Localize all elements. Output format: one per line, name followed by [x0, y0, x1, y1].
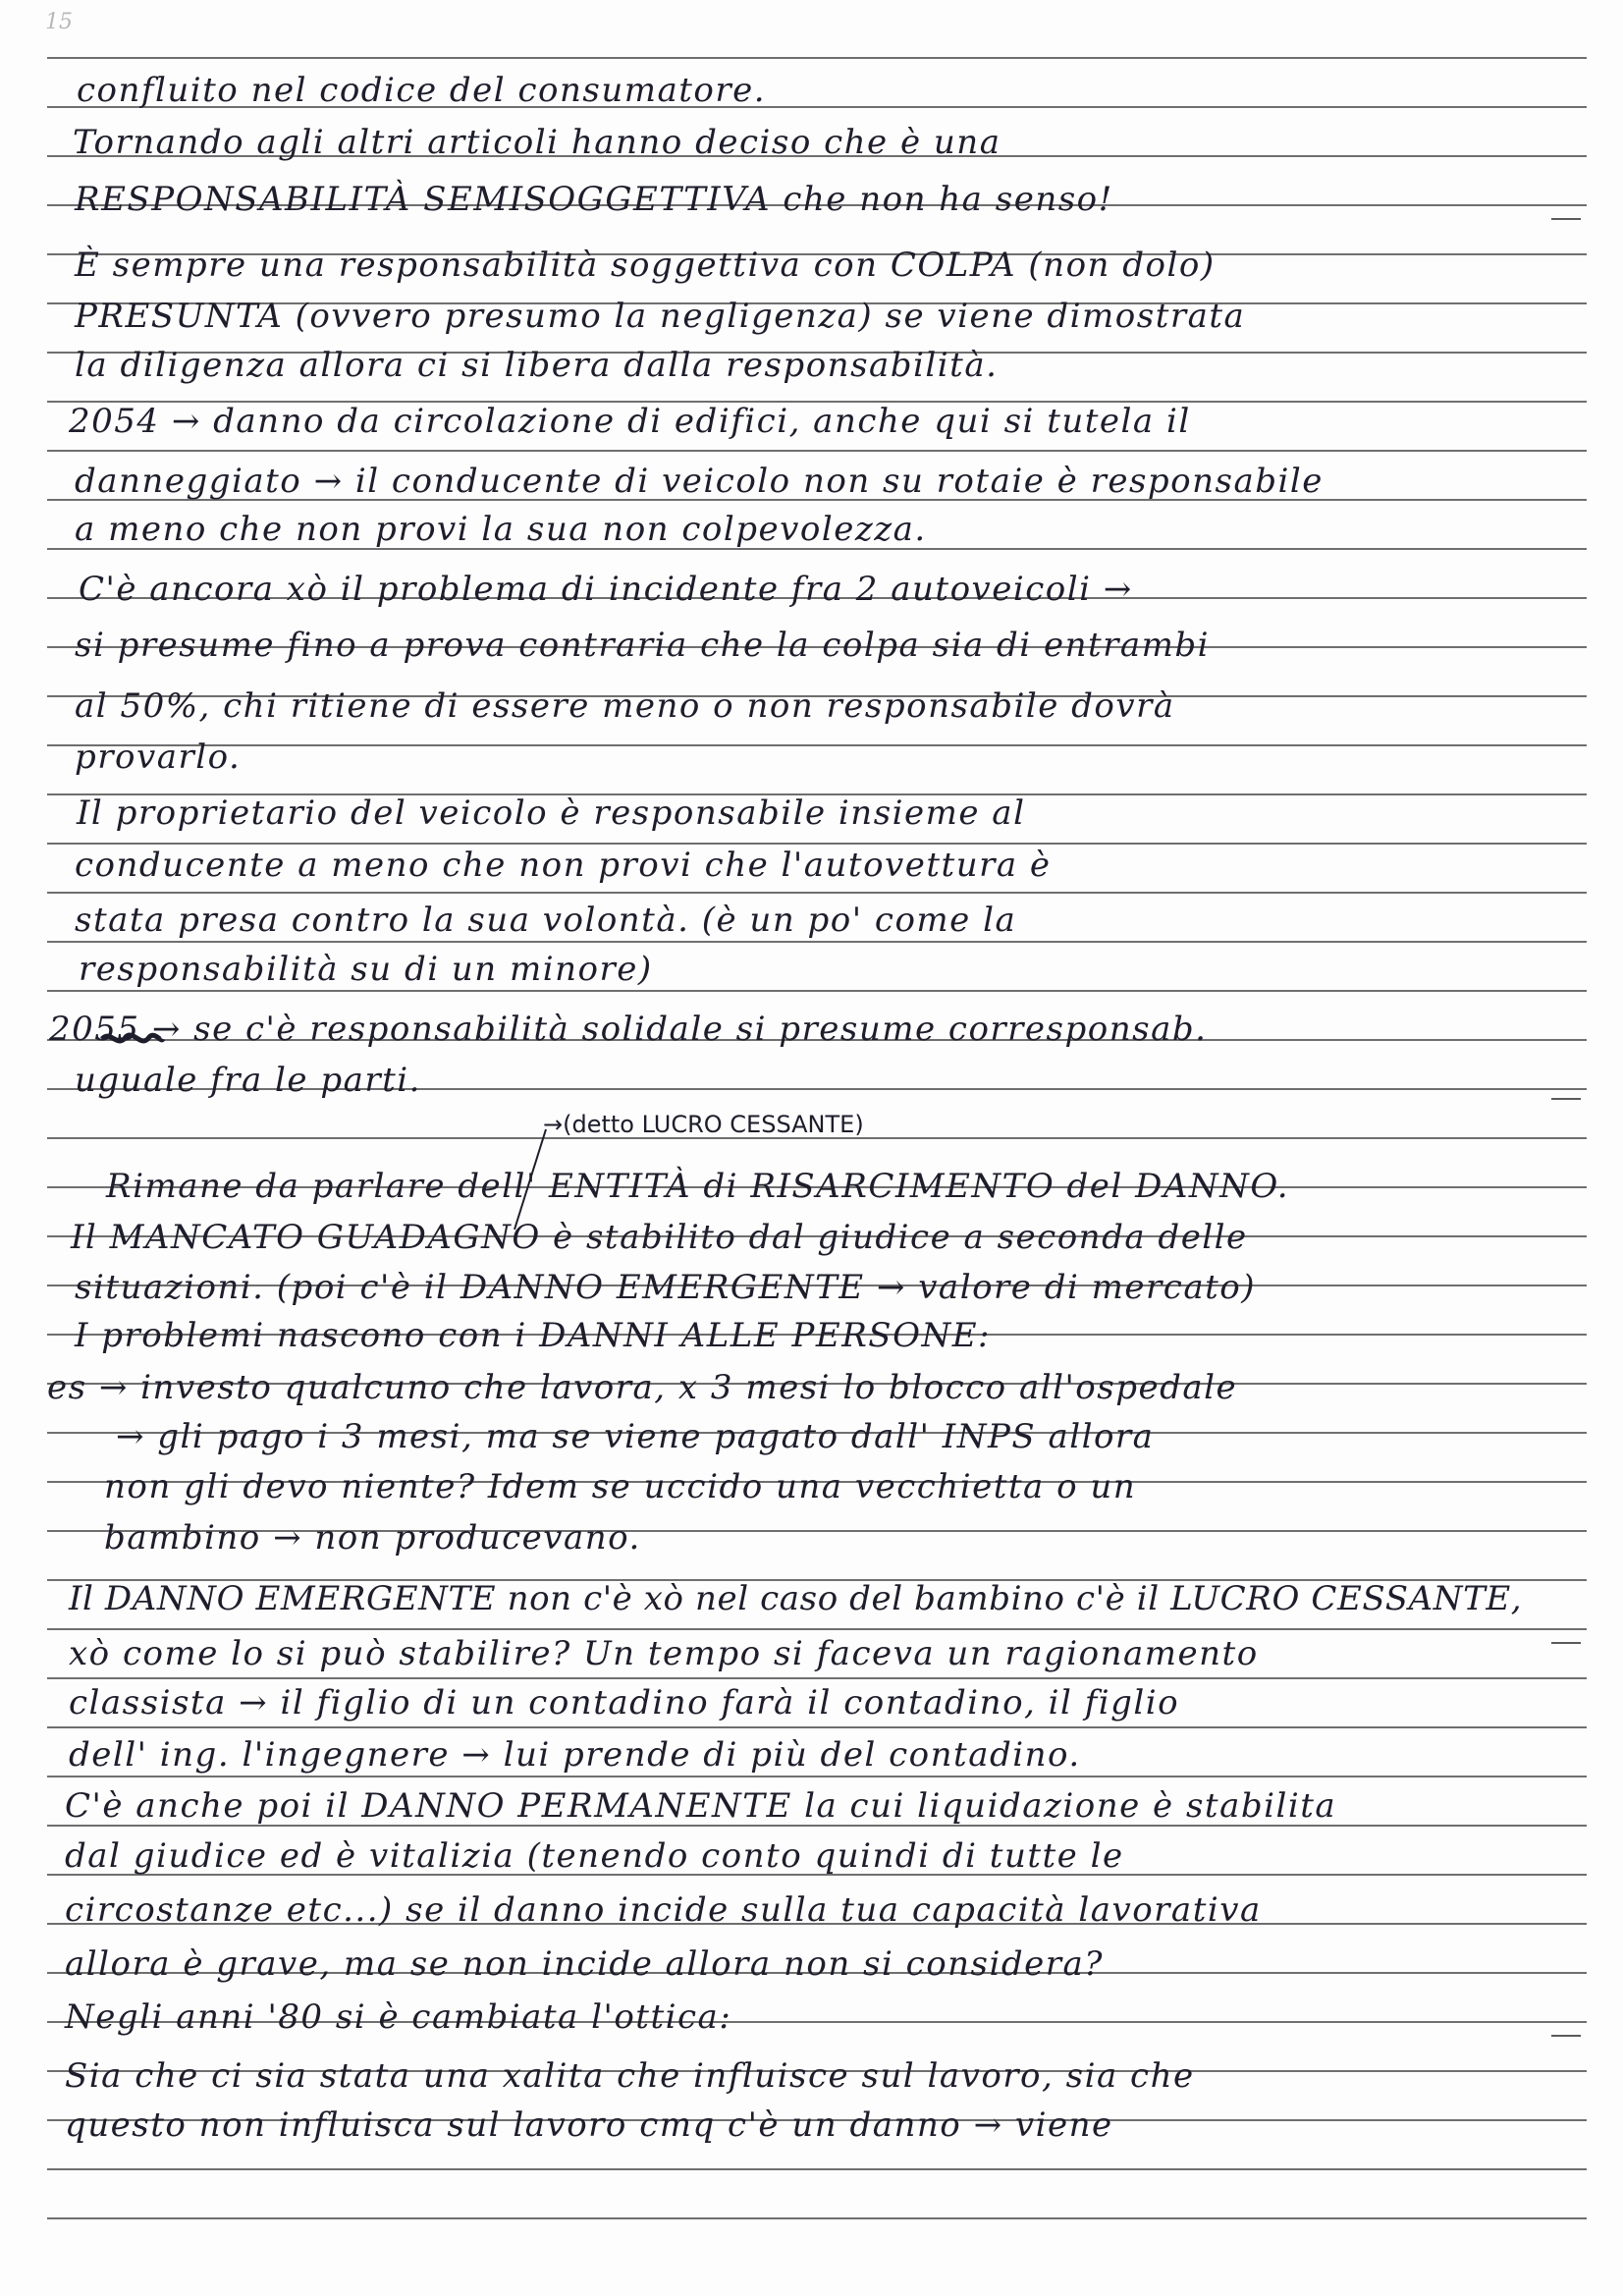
- text-line: Tornando agli altri articoli hanno deciso che è una: [73, 123, 1001, 162]
- text-line: si presume fino a prova contraria che la colpa sia di entrambi: [75, 626, 1211, 665]
- ruled-line: [47, 450, 1587, 452]
- text-line: Negli anni '80 si è cambiata l'ottica:: [65, 1997, 732, 2037]
- page-corner-mark: 15: [45, 10, 73, 34]
- ruled-line: [47, 1628, 1587, 1630]
- margin-note: →(detto LUCRO CESSANTE): [543, 1111, 864, 1138]
- ruled-line: [47, 57, 1587, 59]
- text-line: Il proprietario del veicolo è responsabile insieme al: [77, 793, 1026, 833]
- text-line: C'è anche poi il DANNO PERMANENTE la cui liquidazione è stabilita: [65, 1786, 1337, 1826]
- text-line: non gli devo niente? Idem se uccido una vecchietta o un: [104, 1467, 1137, 1506]
- text-line: la diligenza allora ci si libera dalla responsabilità.: [75, 346, 999, 385]
- text-line: provarlo.: [75, 738, 242, 777]
- ruled-line: [47, 843, 1587, 845]
- ruled-line: [47, 892, 1587, 894]
- margin-tick: [1551, 1642, 1581, 1644]
- ruled-line: [47, 2217, 1587, 2219]
- crossed-out-scribble: [100, 1029, 165, 1049]
- text-line: a meno che non provi la sua non colpevolezza.: [75, 510, 927, 549]
- text-line: circostanze etc...) se il danno incide sulla tua capacità lavorativa: [65, 1890, 1262, 1930]
- text-line: Sia che ci sia stata una xalita che influisce sul lavoro, sia che: [65, 2056, 1195, 2096]
- text-line: → gli pago i 3 mesi, ma se viene pagato dall' INPS allora: [116, 1417, 1155, 1456]
- ruled-line: [47, 990, 1587, 992]
- margin-tick: [1551, 218, 1581, 220]
- ruled-line: [47, 1677, 1587, 1679]
- text-line: dell' ing. l'ingegnere → lui prende di più del contadino.: [69, 1735, 1081, 1775]
- text-line: dal giudice ed è vitalizia (tenendo conto quindi di tutte le: [65, 1836, 1124, 1876]
- text-line: danneggiato → il conducente di veicolo non su rotaie è responsabile: [75, 462, 1324, 501]
- margin-tick: [1551, 1098, 1581, 1100]
- margin-tick: [1551, 2035, 1581, 2037]
- text-line: I problemi nascono con i DANNI ALLE PERSONE:: [75, 1316, 991, 1355]
- text-line: Rimane da parlare dell' ENTITÀ di RISARCIMENTO del DANNO.: [106, 1167, 1290, 1206]
- text-line: xò come lo si può stabilire? Un tempo si faceva un ragionamento: [69, 1634, 1259, 1673]
- text-line: conducente a meno che non provi che l'autovettura è: [75, 846, 1052, 885]
- ruled-line: [47, 2168, 1587, 2170]
- text-line: È sempre una responsabilità soggettiva con COLPA (non dolo): [75, 246, 1216, 285]
- text-line: RESPONSABILITÀ SEMISOGGETTIVA che non ha senso!: [75, 180, 1113, 219]
- text-line: allora è grave, ma se non incide allora non si considera?: [65, 1944, 1105, 1984]
- text-line: uguale fra le parti.: [75, 1061, 421, 1100]
- text-line: PRESUNTA (ovvero presumo la negligenza) se viene dimostrata: [75, 297, 1246, 336]
- text-line: questo non influisca sul lavoro cmq c'è un danno → viene: [65, 2105, 1113, 2145]
- text-line: Il DANNO EMERGENTE non c'è xò nel caso del bambino c'è il LUCRO CESSANTE,: [69, 1579, 1523, 1618]
- text-line: responsabilità su di un minore): [79, 950, 653, 989]
- ruled-line: [47, 744, 1587, 746]
- text-line: confluito nel codice del consumatore.: [77, 71, 767, 110]
- text-line: classista → il figlio di un contadino farà il contadino, il figlio: [69, 1683, 1180, 1722]
- text-line: es → investo qualcuno che lavora, x 3 mesi lo blocco all'ospedale: [47, 1368, 1238, 1407]
- text-line: 2055 → se c'è responsabilità solidale si presume corresponsab.: [49, 1010, 1208, 1049]
- text-line: Il MANCATO GUADAGNO è stabilito dal giudice a seconda delle: [71, 1218, 1248, 1257]
- ruled-line: [47, 1726, 1587, 1728]
- text-line: 2054 → danno da circolazione di edifici, anche qui si tutela il: [69, 402, 1191, 441]
- ruled-line: [47, 1776, 1587, 1777]
- text-line: al 50%, chi ritiene di essere meno o non responsabile dovrà: [75, 686, 1175, 726]
- text-line: bambino → non producevano.: [104, 1518, 641, 1558]
- ruled-line: [47, 941, 1587, 943]
- text-line: situazioni. (poi c'è il DANNO EMERGENTE → valore di mercato): [75, 1268, 1257, 1307]
- text-line: C'è ancora xò il problema di incidente fra 2 autoveicoli →: [79, 570, 1133, 609]
- text-line: stata presa contro la sua volontà. (è un po' come la: [75, 901, 1017, 940]
